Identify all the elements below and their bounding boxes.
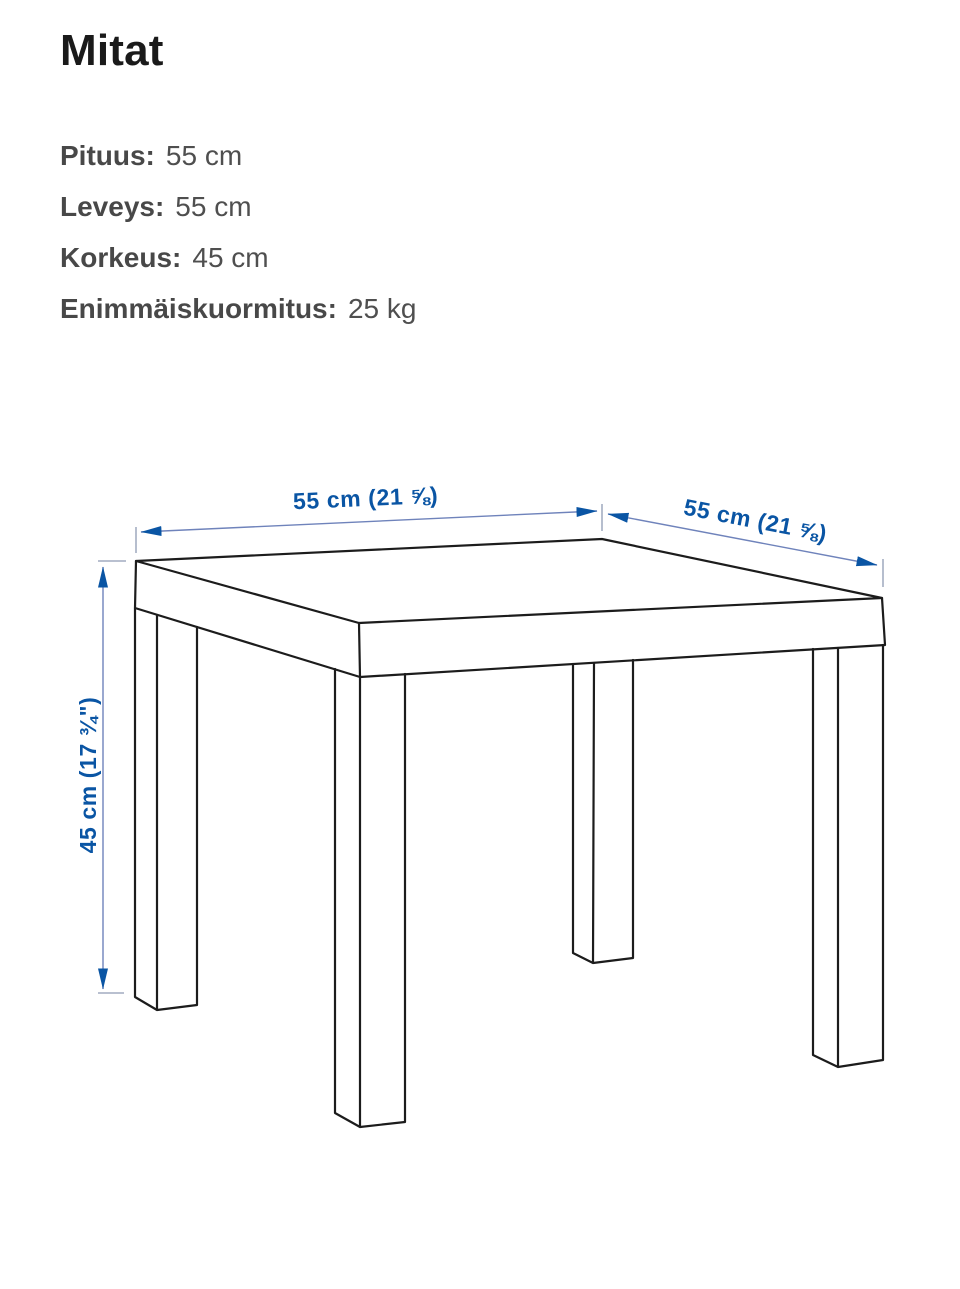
spec-row-width <box>60 181 416 232</box>
tabletop-top-face <box>136 539 882 623</box>
product-dimension-diagram <box>0 440 960 1289</box>
spec-label-height: Korkeus: <box>60 242 182 273</box>
width-dimension-label: 55 cm (21 ⅝) <box>292 481 439 515</box>
width-dimension-line <box>141 511 597 532</box>
spec-value-height: 45 cm <box>192 242 269 273</box>
page-title: Mitat <box>60 26 164 75</box>
spec-row-length <box>60 130 416 181</box>
spec-value-width: 55 cm <box>175 191 252 222</box>
table-outline <box>135 539 885 1127</box>
spec-value-max-load: 25 kg <box>347 293 417 324</box>
front-left-leg <box>135 608 197 1010</box>
spec-row-max-load <box>60 283 416 334</box>
dimension-labels <box>75 482 829 854</box>
back-center-leg <box>573 660 633 963</box>
spec-label-width: Leveys: <box>60 191 165 222</box>
spec-label-max-load: Enimmäiskuormitus: <box>60 293 337 324</box>
front-center-leg <box>335 669 405 1127</box>
depth-dimension-label: 55 cm (21 ⅝) <box>681 493 830 547</box>
spec-value-length: 55 cm <box>165 140 243 171</box>
table-diagram-svg <box>0 440 960 1289</box>
height-dimension-label: 45 cm (17 ¾") <box>75 696 101 854</box>
dimension-spec-list <box>60 130 416 334</box>
spec-label-length: Pituus: <box>60 140 155 171</box>
spec-row-height <box>60 232 416 283</box>
right-leg <box>813 645 883 1067</box>
